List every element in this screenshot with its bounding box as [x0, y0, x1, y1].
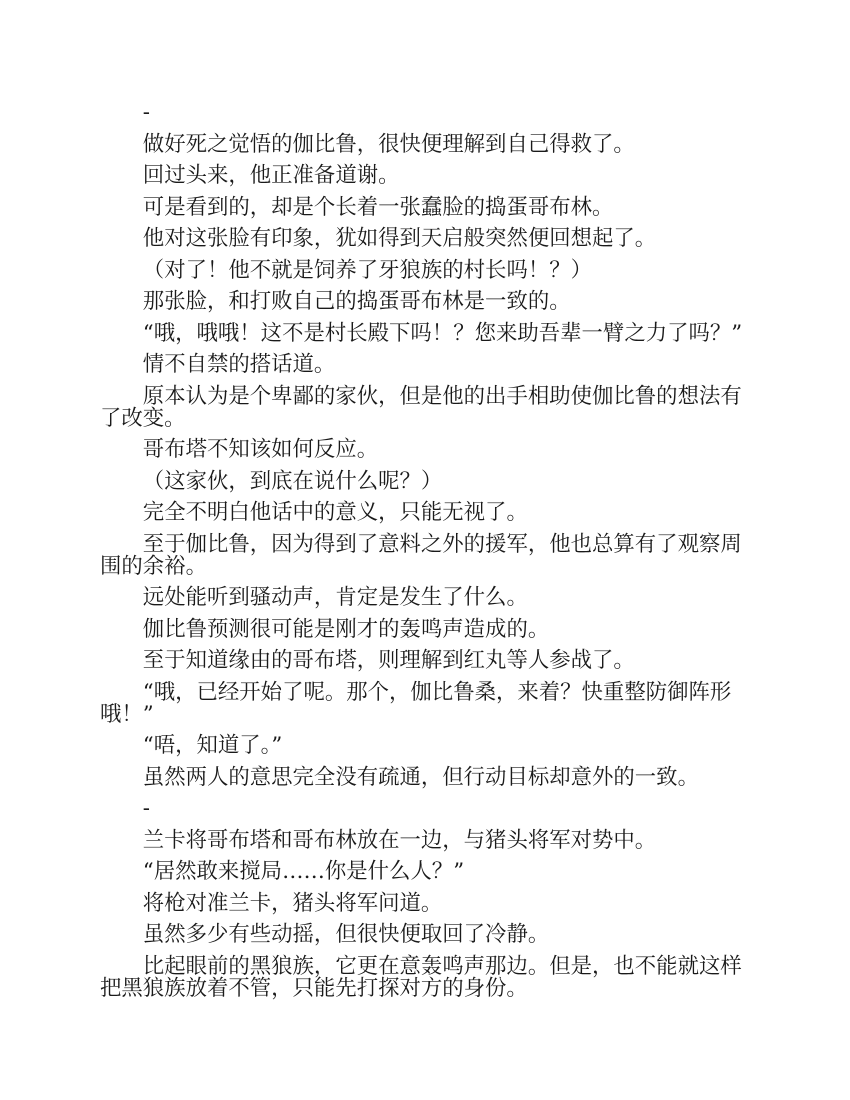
paragraph: 远处能听到骚动声，肯定是发生了什么。 — [142, 585, 528, 610]
paragraph: 虽然两人的意思完全没有疏通，但行动目标却意外的一致。 — [142, 764, 699, 790]
paragraph: 至于伽比鲁，因为得到了意料之外的援军，他也总算有了观察周围的余裕。 — [100, 531, 742, 579]
paragraph: “居然敢来搅局……你是什么人？” — [142, 859, 465, 884]
paragraph: 兰卡将哥布塔和哥布林放在一边，与猪头将军对势中。 — [142, 827, 657, 853]
paragraph: 可是看到的，却是个长着一张蠢脸的捣蛋哥布林。 — [142, 194, 614, 220]
paragraph: 伽比鲁预测很可能是刚才的轰鸣声造成的。 — [142, 616, 550, 642]
paragraph: 哥布塔不知该如何反应。 — [142, 437, 379, 462]
paragraph: 情不自禁的搭话道。 — [142, 352, 336, 377]
paragraph: 虽然多少有些动摇，但很快便取回了冷静。 — [142, 922, 550, 947]
paragraph: 将枪对准兰卡，猪头将军问道。 — [142, 890, 443, 916]
paragraph: 回过头来，他正准备道谢。 — [142, 163, 400, 188]
paragraph: 那张脸，和打败自己的捣蛋哥布林是一致的。 — [142, 289, 571, 314]
paragraph: （这家伙，到底在说什么呢？） — [142, 468, 443, 494]
paragraph: 至于知道缘由的哥布塔，则理解到红丸等人参战了。 — [142, 648, 635, 673]
paragraph: 做好死之觉悟的伽比鲁，很快便理解到自己得救了。 — [142, 131, 635, 157]
paragraph: “唔，知道了。” — [142, 733, 283, 758]
document-page — [100, 102, 752, 1009]
paragraph: 他对这张脸有印象，犹如得到天启般突然便回想起了。 — [142, 226, 657, 251]
paragraph: （对了！他不就是饲养了牙狼族的村长吗！？） — [142, 257, 593, 283]
section-separator: - — [142, 100, 151, 125]
paragraph: 比起眼前的黑狼族，它更在意轰鸣声那边。但是，也不能就这样把黑狼族放着不管，只能先打探对方的身份。 — [100, 953, 742, 1001]
paragraph: “哦，哦哦！这不是村长殿下吗！？您来助吾辈一臂之力了吗？” — [142, 320, 743, 346]
paragraph: 完全不明白他话中的意义，只能无视了。 — [142, 500, 528, 525]
paragraph: 原本认为是个卑鄙的家伙，但是他的出手相助使伽比鲁的想法有了改变。 — [100, 383, 742, 431]
section-separator: - — [142, 796, 151, 821]
paragraph: “哦，已经开始了呢。那个，伽比鲁桑，来着？快重整防御阵形哦！” — [100, 679, 732, 727]
